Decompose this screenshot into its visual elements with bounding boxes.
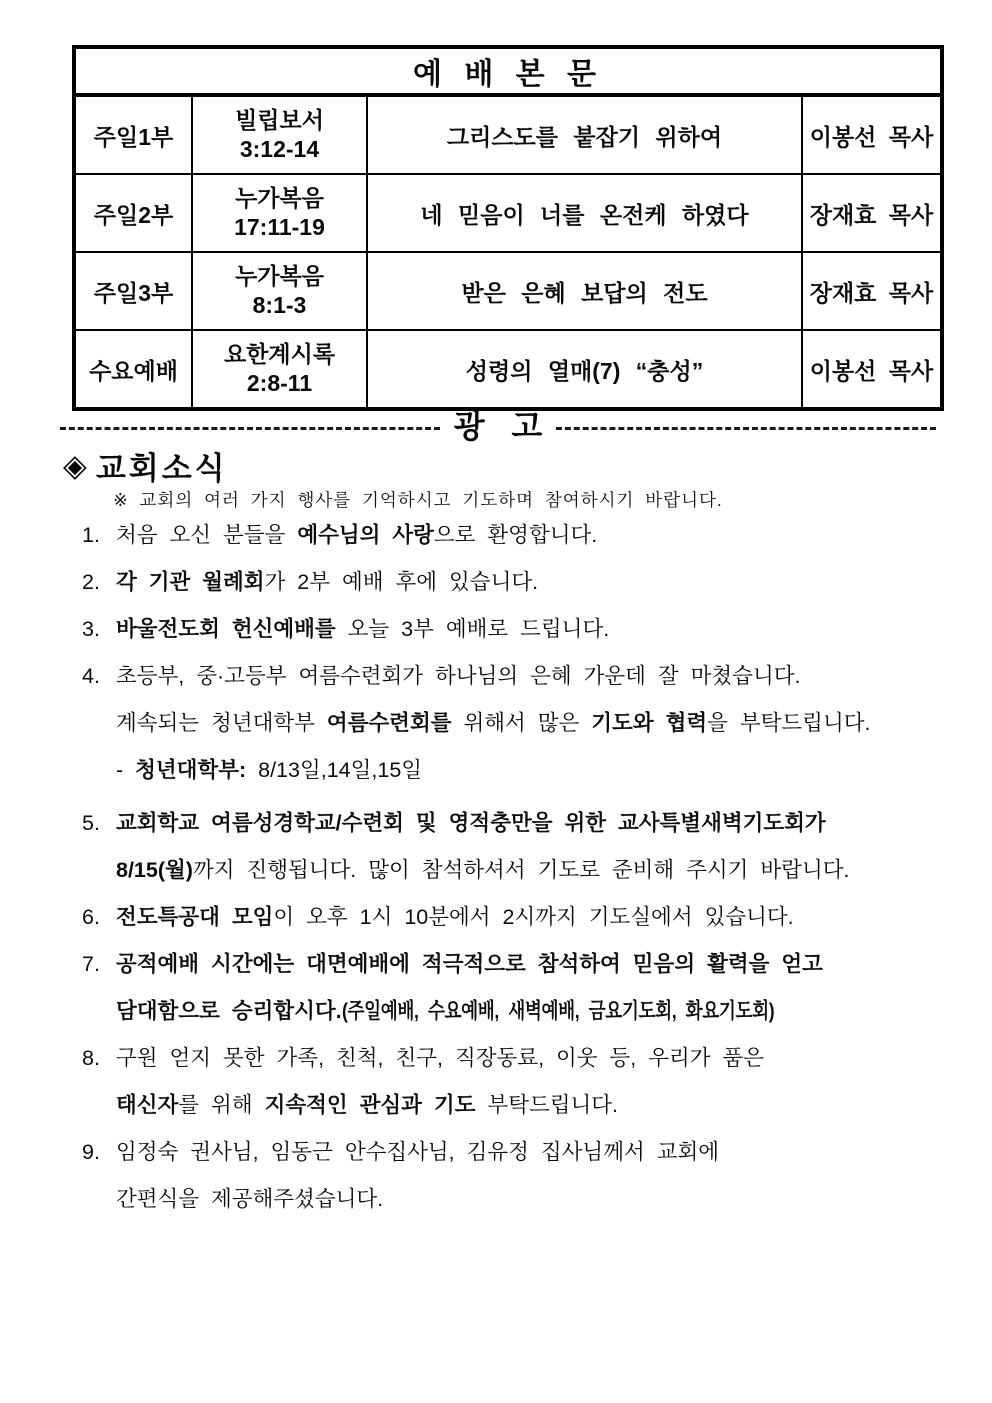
announcement-item	[82, 894, 962, 941]
announcement-content	[116, 894, 962, 941]
text-segment: 초등부, 중·고등부 여름수련회가 하나님의 은혜 가운데 잘 마쳤습니다.	[116, 664, 801, 688]
scripture-reference	[192, 95, 367, 174]
announcement-item	[82, 941, 962, 1035]
text-segment: 위해서 많은	[451, 711, 592, 735]
announcement-line	[116, 1082, 962, 1129]
announcement-content	[116, 512, 962, 559]
text-segment: 담대함으로 승리합시다.	[116, 999, 342, 1023]
scripture-book: 빌립보서	[235, 107, 324, 134]
sermon-title: 받은 은혜 보답의 전도	[367, 252, 802, 330]
service-name: 주일3부	[74, 252, 192, 330]
table-row-wednesday	[74, 330, 942, 409]
divider-dash-left	[60, 427, 440, 430]
announcement-content	[116, 941, 962, 1035]
text-segment: 8/13일,14일,15일	[246, 758, 423, 782]
service-name: 주일1부	[74, 95, 192, 174]
announcements-list	[82, 512, 962, 1223]
scripture-verse: 2:8-11	[246, 370, 313, 396]
text-segment: 간편식을 제공해주셨습니다.	[116, 1187, 384, 1211]
text-segment: 공적예배 시간에는 대면예배에 적극적으로 참석하여 믿음의 활력을 얻고	[116, 952, 823, 976]
sermon-title: 그리스도를 붙잡기 위하여	[367, 95, 802, 174]
text-segment: 기도와	[591, 711, 654, 735]
text-segment: -	[116, 758, 136, 782]
text-segment: 협력	[665, 711, 708, 735]
announcement-item	[82, 1035, 962, 1129]
text-segment: 오늘 3부 예배로 드립니다.	[335, 617, 610, 641]
announcement-number: 3.	[82, 617, 100, 641]
announcement-item	[82, 653, 962, 794]
text-segment: 전도특공대 모임	[116, 905, 274, 929]
announcement-line	[116, 559, 962, 606]
text-segment: 태신자	[116, 1093, 179, 1117]
table-row-sunday2	[74, 174, 942, 252]
sermon-title: 네 믿음이 너를 온전케 하였다	[367, 174, 802, 252]
announcement-content	[116, 800, 962, 894]
divider-dash-right	[556, 427, 936, 430]
scripture-verse: 17:11-19	[234, 214, 325, 240]
text-segment: 교회학교 여름성경학교/수련회 및 영적충만을 위한 교사특별새벽기도회가	[116, 811, 826, 835]
announcement-line	[116, 606, 962, 653]
announcement-item	[82, 559, 962, 606]
text-segment: 여름수련회를	[326, 711, 452, 735]
sermon-title: 성령의 열매(7) “충성”	[367, 330, 802, 409]
church-news-heading	[63, 443, 228, 488]
scripture-reference	[192, 174, 367, 252]
announcement-line	[116, 847, 962, 894]
church-news-note: ※ 교회의 여러 가지 행사를 기억하시고 기도하며 참여하시기 바랍니다.	[113, 490, 723, 510]
announcement-line	[116, 1035, 962, 1082]
announcement-item	[82, 512, 962, 559]
service-name: 수요예배	[74, 330, 192, 409]
preacher-name: 장재효 목사	[802, 252, 942, 330]
table-row-sunday1	[74, 95, 942, 174]
announcement-number: 9.	[82, 1140, 100, 1164]
announcement-number: 5.	[82, 811, 100, 835]
announcement-line	[116, 988, 962, 1035]
announcement-line	[116, 653, 962, 700]
scripture-reference	[192, 330, 367, 409]
scripture-verse: 3:12-14	[239, 136, 320, 162]
text-segment: 청년대학부:	[135, 758, 247, 782]
text-segment: 계속되는 청년대학부	[116, 711, 327, 735]
scripture-verse: 8:1-3	[252, 292, 307, 318]
announcement-number: 4.	[82, 664, 100, 688]
preacher-name: 이봉선 목사	[802, 95, 942, 174]
text-segment: 바울전도회 헌신예배를	[116, 617, 336, 641]
text-segment: 8/15(월)	[116, 858, 193, 882]
scripture-book: 누가복음	[235, 185, 324, 212]
announcement-number: 7.	[82, 952, 100, 976]
text-segment: (주일예배, 수요예배, 새벽예배, 금요기도회, 화요기도회)	[341, 999, 774, 1023]
text-segment: 부탁드립니다.	[475, 1093, 619, 1117]
service-name: 주일2부	[74, 174, 192, 252]
announcement-number: 2.	[82, 570, 100, 594]
text-segment: 지속적인 관심과 기도	[264, 1093, 476, 1117]
table-title-row	[74, 47, 942, 95]
scripture-book: 누가복음	[235, 263, 324, 290]
announcement-content	[116, 606, 962, 653]
preacher-name: 이봉선 목사	[802, 330, 942, 409]
announcement-content	[116, 1129, 962, 1223]
text-segment	[654, 711, 666, 735]
scripture-book: 요한계시록	[223, 341, 336, 368]
church-news-title: 교회소식	[95, 451, 228, 486]
announcement-item	[82, 800, 962, 894]
announcement-line	[116, 512, 962, 559]
diamond-icon: ◈	[63, 448, 87, 483]
announcement-line	[116, 1129, 962, 1176]
announcement-content	[116, 1035, 962, 1129]
announcement-item	[82, 606, 962, 653]
announcement-item	[82, 1129, 962, 1223]
announcement-line	[116, 894, 962, 941]
text-segment: 이 오후 1시 10분에서 2시까지 기도실에서 있습니다.	[273, 905, 794, 929]
announcement-content	[116, 653, 962, 794]
table-row-sunday3	[74, 252, 942, 330]
worship-scripture-table	[72, 45, 944, 411]
text-segment: 각 기관 월례회	[116, 570, 265, 594]
announcement-content	[116, 559, 962, 606]
announcements-divider-label: 광 고	[453, 408, 543, 444]
announcement-line	[116, 747, 962, 794]
text-segment: 예수님의 사랑	[297, 523, 434, 547]
text-segment: 을 부탁드립니다.	[707, 711, 871, 735]
preacher-name: 장재효 목사	[802, 174, 942, 252]
text-segment: 임정숙 권사님, 임동근 안수집사님, 김유정 집사님께서 교회에	[116, 1140, 720, 1164]
announcement-number: 1.	[82, 523, 100, 547]
text-segment: 를 위해	[178, 1093, 265, 1117]
announcement-line	[116, 800, 962, 847]
announcement-line	[116, 941, 962, 988]
text-segment: 처음 오신 분들을	[116, 523, 298, 547]
text-segment: 으로 환영합니다.	[433, 523, 598, 547]
announcement-line	[116, 700, 962, 747]
announcement-line	[116, 1176, 962, 1223]
announcements-divider	[60, 402, 936, 446]
table-title: 예 배 본 문	[74, 47, 942, 95]
scripture-reference	[192, 252, 367, 330]
announcement-number: 6.	[82, 905, 100, 929]
text-segment: 구원 얻지 못한 가족, 친척, 친구, 직장동료, 이웃 등, 우리가 품은	[116, 1046, 765, 1070]
announcement-number: 8.	[82, 1046, 100, 1070]
text-segment: 가 2부 예배 후에 있습니다.	[264, 570, 539, 594]
text-segment: 까지 진행됩니다. 많이 참석하셔서 기도로 준비해 주시기 바랍니다.	[192, 858, 850, 882]
